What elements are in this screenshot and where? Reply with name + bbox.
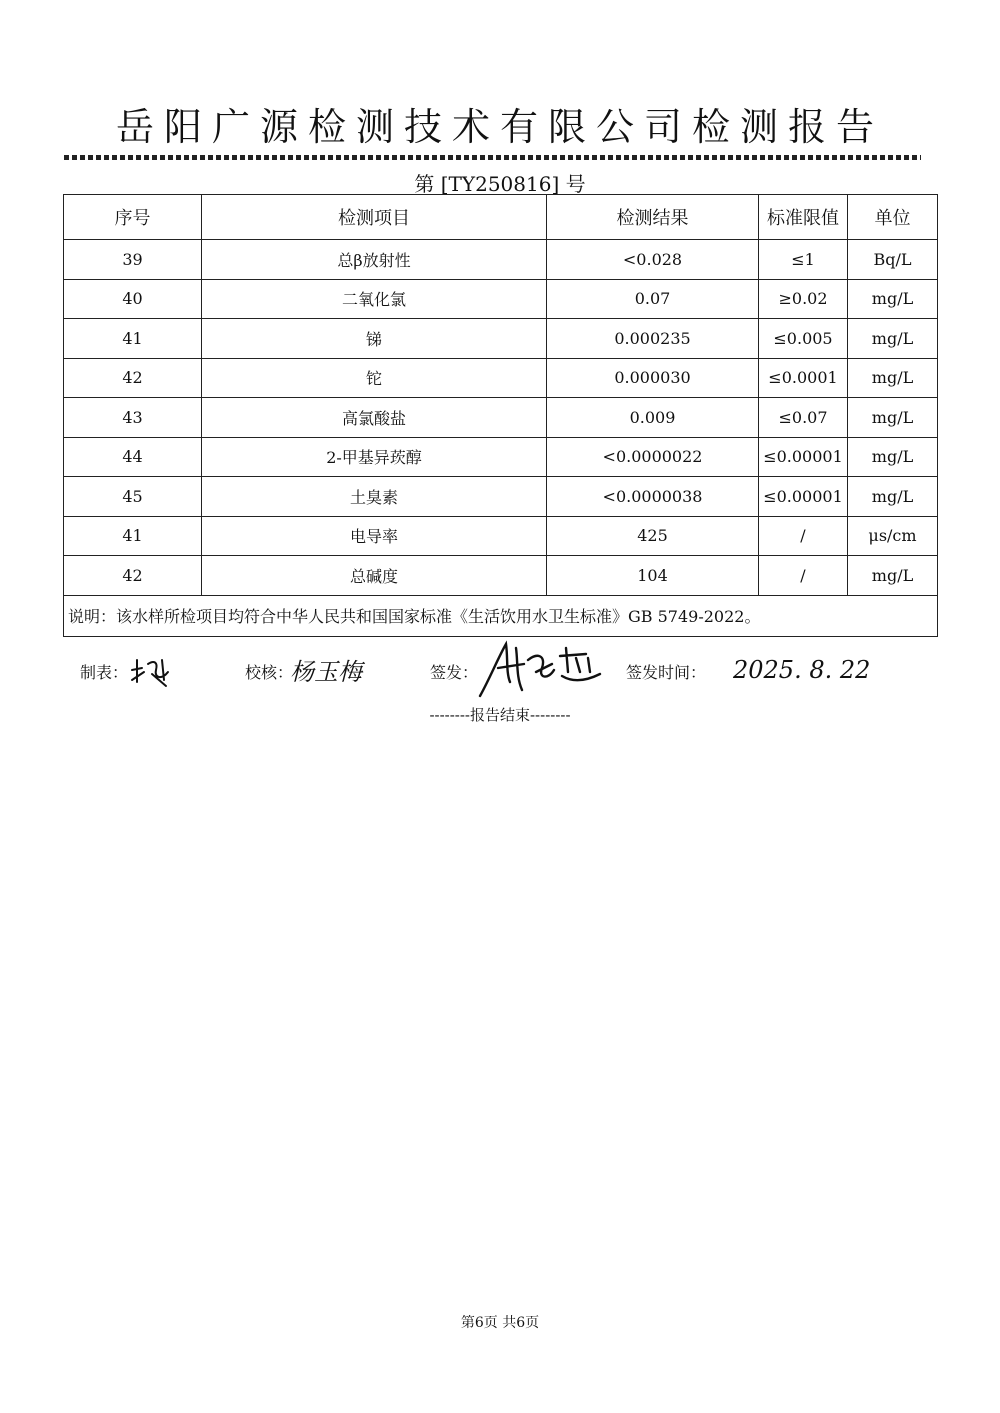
row-item-cell: 总β放射性 (202, 240, 547, 280)
table-row (64, 240, 938, 280)
column-header-item: 检测项目 (202, 195, 547, 240)
row-item-cell: 土臭素 (202, 477, 547, 517)
table-row (64, 477, 938, 517)
table-header-row (64, 195, 938, 240)
results-table (63, 194, 938, 637)
row-index-cell: 43 (64, 398, 202, 438)
row-unit-cell: μs/cm (848, 516, 938, 556)
row-result-cell: 0.000030 (547, 358, 759, 398)
table-row (64, 556, 938, 596)
compliance-note: 说明：该水样所检项目均符合中华人民共和国国家标准《生活饮用水卫生标准》GB 5749-2022。 (64, 595, 938, 636)
row-item-cell: 锑 (202, 319, 547, 359)
table-row (64, 358, 938, 398)
row-index-cell: 41 (64, 516, 202, 556)
title-divider (64, 155, 921, 160)
column-header-result: 检测结果 (547, 195, 759, 240)
column-header-limit: 标准限值 (759, 195, 848, 240)
table-row (64, 279, 938, 319)
row-result-cell: 0.07 (547, 279, 759, 319)
table-row (64, 319, 938, 359)
table-row (64, 516, 938, 556)
row-item-cell: 2-甲基异莰醇 (202, 437, 547, 477)
row-unit-cell: mg/L (848, 398, 938, 438)
row-result-cell: <0.0000038 (547, 477, 759, 517)
row-unit-cell: mg/L (848, 319, 938, 359)
row-result-cell: <0.028 (547, 240, 759, 280)
column-header-index: 序号 (64, 195, 202, 240)
page-number: 第6页 共6页 (460, 1315, 540, 1331)
row-limit-cell: ≤0.00001 (759, 437, 848, 477)
row-result-cell: 0.000235 (547, 319, 759, 359)
signature-row (0, 652, 1000, 702)
row-index-cell: 39 (64, 240, 202, 280)
row-index-cell: 42 (64, 358, 202, 398)
report-number: 第 [TY250816] 号 (414, 172, 586, 196)
row-item-cell: 铊 (202, 358, 547, 398)
column-header-unit: 单位 (848, 195, 938, 240)
row-index-cell: 40 (64, 279, 202, 319)
row-limit-cell: / (759, 516, 848, 556)
row-item-cell: 总碱度 (202, 556, 547, 596)
issued-by-label: 签发： (430, 663, 479, 682)
row-limit-cell: ≤0.0001 (759, 358, 848, 398)
row-limit-cell: ≤0.005 (759, 319, 848, 359)
prepared-by-signature (128, 650, 176, 690)
row-result-cell: <0.0000022 (547, 437, 759, 477)
row-result-cell: 104 (547, 556, 759, 596)
row-index-cell: 41 (64, 319, 202, 359)
row-result-cell: 425 (547, 516, 759, 556)
row-unit-cell: mg/L (848, 437, 938, 477)
checked-by-signature: 杨玉梅 (290, 658, 362, 686)
table-row (64, 437, 938, 477)
report-title: 岳阳广源检测技术有限公司检测报告 (115, 105, 884, 149)
checked-by-label: 校核： (245, 663, 294, 682)
table-row (64, 398, 938, 438)
row-unit-cell: mg/L (848, 477, 938, 517)
row-limit-cell: ≤1 (759, 240, 848, 280)
row-index-cell: 45 (64, 477, 202, 517)
row-limit-cell: / (759, 556, 848, 596)
prepared-by-label: 制表： (80, 663, 129, 682)
row-limit-cell: ≤0.07 (759, 398, 848, 438)
row-limit-cell: ≤0.00001 (759, 477, 848, 517)
report-end-marker: --------报告结束-------- (429, 706, 571, 724)
row-result-cell: 0.009 (547, 398, 759, 438)
issue-date-value: 2025. 8. 22 (733, 656, 871, 684)
issued-by-signature (476, 638, 606, 700)
row-unit-cell: mg/L (848, 358, 938, 398)
row-unit-cell: mg/L (848, 279, 938, 319)
row-index-cell: 44 (64, 437, 202, 477)
row-item-cell: 高氯酸盐 (202, 398, 547, 438)
row-item-cell: 电导率 (202, 516, 547, 556)
row-limit-cell: ≥0.02 (759, 279, 848, 319)
row-unit-cell: mg/L (848, 556, 938, 596)
issue-date-label: 签发时间： (626, 663, 707, 682)
row-index-cell: 42 (64, 556, 202, 596)
row-item-cell: 二氧化氯 (202, 279, 547, 319)
row-unit-cell: Bq/L (848, 240, 938, 280)
note-row (64, 595, 938, 636)
